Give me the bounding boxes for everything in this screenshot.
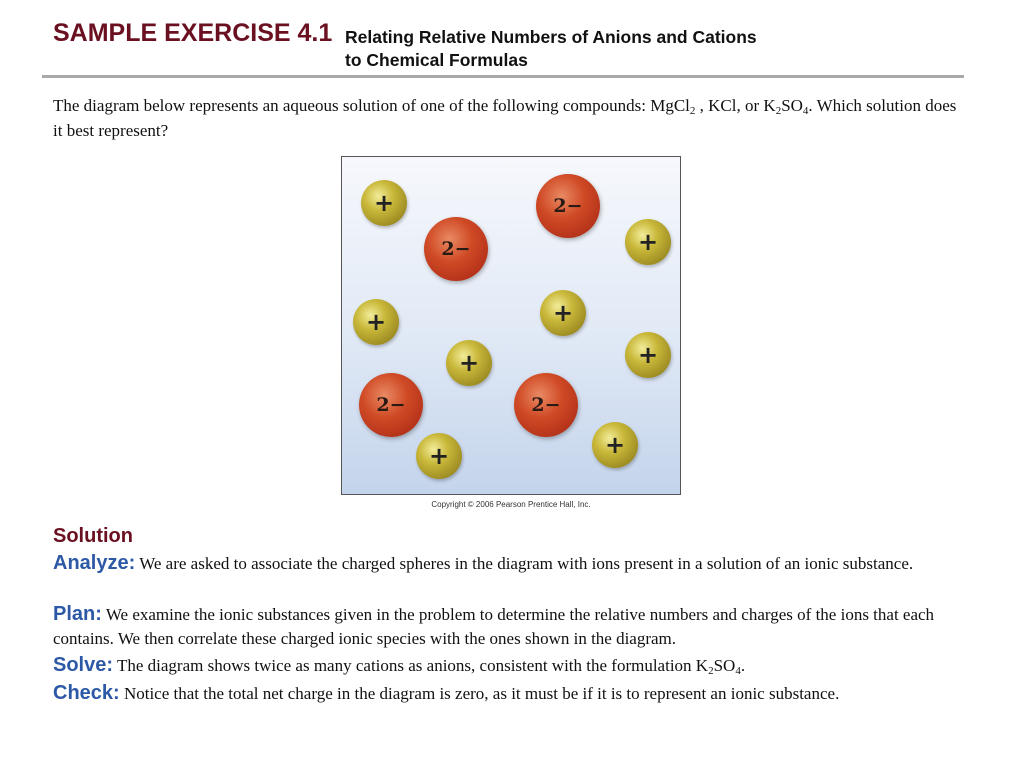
subscript: 4	[735, 665, 741, 677]
header-divider	[42, 75, 964, 78]
cation-sphere: +	[625, 219, 671, 265]
plan-paragraph	[53, 602, 953, 651]
check-text: Notice that the total net charge in the diagram is zero, as it must be if it is to represent an ionic substance.	[119, 684, 840, 703]
exercise-subtitle: Relating Relative Numbers of Anions and Cations to Chemical Formulas	[345, 27, 757, 70]
analyze-paragraph	[53, 551, 953, 576]
question-part: SO	[781, 96, 803, 115]
cation-sphere: +	[540, 290, 586, 336]
cation-sphere: +	[361, 180, 407, 226]
anion-sphere: 2−	[359, 373, 423, 437]
ion-solution-diagram	[341, 156, 681, 495]
subscript: 2	[708, 665, 714, 677]
solve-text: SO	[713, 656, 736, 675]
question-part: . Which solution does it best represent?	[53, 96, 957, 140]
subscript: 2	[689, 105, 696, 117]
cation-sphere: +	[416, 433, 462, 479]
copyright-caption: Copyright © 2006 Pearson Prentice Hall, Inc.	[431, 500, 591, 509]
anion-sphere: 2−	[424, 217, 488, 281]
analyze-text: We are asked to associate the charged spheres in the diagram with ions present in a solution of an ionic substance.	[135, 554, 914, 573]
check-label: Check:	[53, 682, 120, 704]
cation-sphere: +	[592, 422, 638, 468]
question-part: The diagram below represents an aqueous solution of one of the following compounds: MgCl	[53, 96, 690, 115]
solve-label: Solve:	[53, 654, 114, 676]
solve-text: .	[740, 656, 746, 675]
exercise-title: SAMPLE EXERCISE 4.1	[53, 19, 333, 47]
plan-text: We examine the ionic substances given in the problem to determine the relative numbers and charges of the ions that each contains. We then correlate these charged ionic species with the ones shown in the diagram.	[53, 605, 935, 648]
subscript: 2	[775, 105, 782, 117]
check-paragraph	[53, 681, 953, 706]
cation-sphere: +	[353, 299, 399, 345]
solution-heading: Solution	[53, 525, 133, 547]
cation-sphere: +	[625, 332, 671, 378]
question-text	[53, 93, 963, 143]
solve-text: The diagram shows twice as many cations as anions, consistent with the formulation K	[113, 656, 709, 675]
plan-label: Plan:	[53, 603, 102, 625]
analyze-label: Analyze:	[53, 552, 136, 574]
anion-sphere: 2−	[514, 373, 578, 437]
cation-sphere: +	[446, 340, 492, 386]
anion-sphere: 2−	[536, 174, 600, 238]
solve-paragraph	[53, 653, 953, 678]
subscript: 4	[802, 105, 809, 117]
question-part: , KCl, or K	[695, 96, 776, 115]
